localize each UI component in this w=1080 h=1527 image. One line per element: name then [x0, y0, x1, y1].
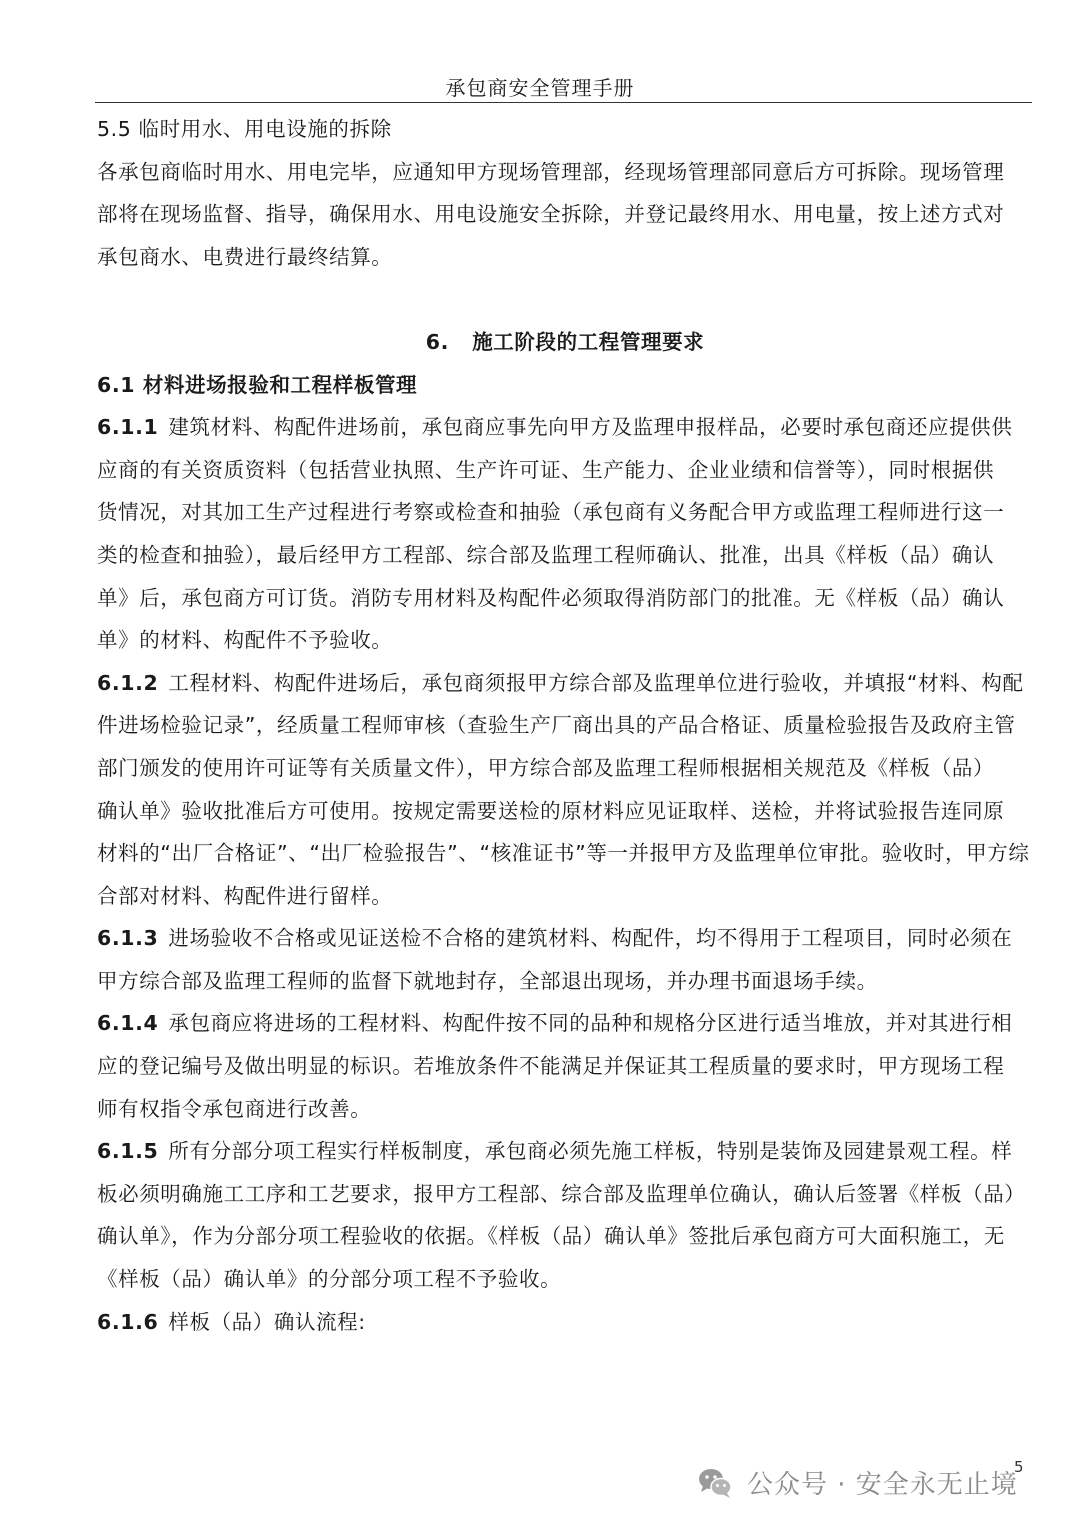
- item-number: 6.1.6: [97, 1309, 159, 1334]
- item-6-1-6-line: [97, 1301, 1033, 1344]
- subsection-heading-6-1: 6.1 材料进场报验和工程样板管理: [97, 372, 418, 397]
- paragraph-line: 货情况，对其加工生产过程进行考察或检查和抽验（承包商有义务配合甲方或监理工程师进行这一: [97, 500, 1005, 525]
- item-number: 6.1.3: [97, 926, 159, 951]
- section-heading-5-5: 5.5 临时用水、用电设施的拆除: [97, 117, 392, 141]
- paragraph-line: 应的登记编号及做出明显的标识。若堆放条件不能满足并保证其工程质量的要求时，甲方现场工程: [97, 1054, 1005, 1079]
- paragraph-line: 材料的“出厂合格证”、“出厂检验报告”、“核准证书”等一并报甲方及监理单位审批。验收时，甲方综: [97, 841, 1030, 866]
- item-text: 建筑材料、构配件进场前，承包商应事先向甲方及监理申报样品，必要时承包商还应提供供: [168, 415, 1013, 440]
- chapter-title-text: 施工阶段的工程管理要求: [472, 329, 705, 354]
- item-number: 6.1.2: [97, 670, 159, 695]
- paragraph-line: 承包商水、电费进行最终结算。: [97, 244, 393, 269]
- paragraph-line: 板必须明确施工工序和工艺要求，报甲方工程部、综合部及监理单位确认，确认后签署《样板（品）: [97, 1181, 1026, 1206]
- paragraph-line: 单》的材料、构配件不予验收。: [97, 628, 393, 653]
- paragraph-line: 应商的有关资质资料（包括营业执照、生产许可证、生产能力、企业业绩和信誉等），同时根据供: [97, 457, 995, 482]
- item-6-1-2-line: [97, 662, 1033, 705]
- watermark: [695, 1462, 1018, 1502]
- paragraph-line: 《样板（品）确认单》的分部分项工程不予验收。: [97, 1267, 562, 1292]
- paragraph-line: 各承包商临时用水、用电完毕，应通知甲方现场管理部，经现场管理部同意后方可拆除。现场管理: [97, 159, 1005, 184]
- header-divider: [95, 102, 1032, 103]
- item-number: 6.1.5: [97, 1139, 159, 1164]
- paragraph-line: 确认单》，作为分部分项工程验收的依据。《样板（品）确认单》签批后承包商方可大面积施工，无: [97, 1224, 1005, 1249]
- paragraph-line: 单》后，承包商方可订货。消防专用材料及构配件必须取得消防部门的批准。无《样板（品）确认: [97, 585, 1005, 610]
- item-number: 6.1.1: [97, 415, 159, 440]
- item-text: 承包商应将进场的工程材料、构配件按不同的品种和规格分区进行适当堆放，并对其进行相: [168, 1011, 1013, 1036]
- paragraph-line: 部门颁发的使用许可证等有关质量文件），甲方综合部及监理工程师根据相关规范及《样板（品）: [97, 755, 995, 780]
- item-text: 工程材料、构配件进场后，承包商须报甲方综合部及监理单位进行验收，并填报“材料、构配: [168, 670, 1024, 695]
- item-6-1-5-line: [97, 1130, 1033, 1173]
- paragraph-line: 师有权指令承包商进行改善。: [97, 1096, 372, 1121]
- item-6-1-1-line: [97, 406, 1033, 449]
- watermark-text: 公众号 · 安全永无止境: [747, 1469, 1018, 1500]
- chapter-number: 6.: [425, 329, 449, 354]
- page-header-title: 承包商安全管理手册: [445, 76, 635, 100]
- item-6-1-3-line: [97, 917, 1033, 960]
- chapter-title: [97, 321, 1033, 364]
- paragraph-line: 合部对材料、构配件进行留样。: [97, 883, 393, 908]
- paragraph-line: 部将在现场监督、指导，确保用水、用电设施安全拆除，并登记最终用水、用电量，按上述方式对: [97, 202, 1005, 227]
- item-6-1-4-line: [97, 1002, 1033, 1045]
- paragraph-line: 确认单》验收批准后方可使用。按规定需要送检的原材料应见证取样、送检，并将试验报告连同原: [97, 798, 1005, 823]
- paragraph-line: 件进场检验记录”，经质量工程师审核（查验生产厂商出具的产品合格证、质量检验报告及政府主管: [97, 713, 1016, 738]
- paragraph-line: 类的检查和抽验），最后经甲方工程部、综合部及监理工程师确认、批准，出具《样板（品）确认: [97, 542, 995, 567]
- page-number: 5: [1014, 1458, 1024, 1476]
- item-text: 所有分部分项工程实行样板制度，承包商必须先施工样板，特别是装饰及园建景观工程。样: [168, 1139, 1013, 1164]
- item-number: 6.1.4: [97, 1011, 159, 1036]
- blank-line: [97, 278, 1033, 321]
- document-body: [97, 108, 1033, 1343]
- item-text: 样板（品）确认流程:: [168, 1309, 366, 1334]
- item-text: 进场验收不合格或见证送检不合格的建筑材料、构配件，均不得用于工程项目，同时必须在: [168, 926, 1013, 951]
- wechat-icon: [695, 1462, 735, 1502]
- paragraph-line: 甲方综合部及监理工程师的监督下就地封存，全部退出现场，并办理书面退场手续。: [97, 968, 878, 993]
